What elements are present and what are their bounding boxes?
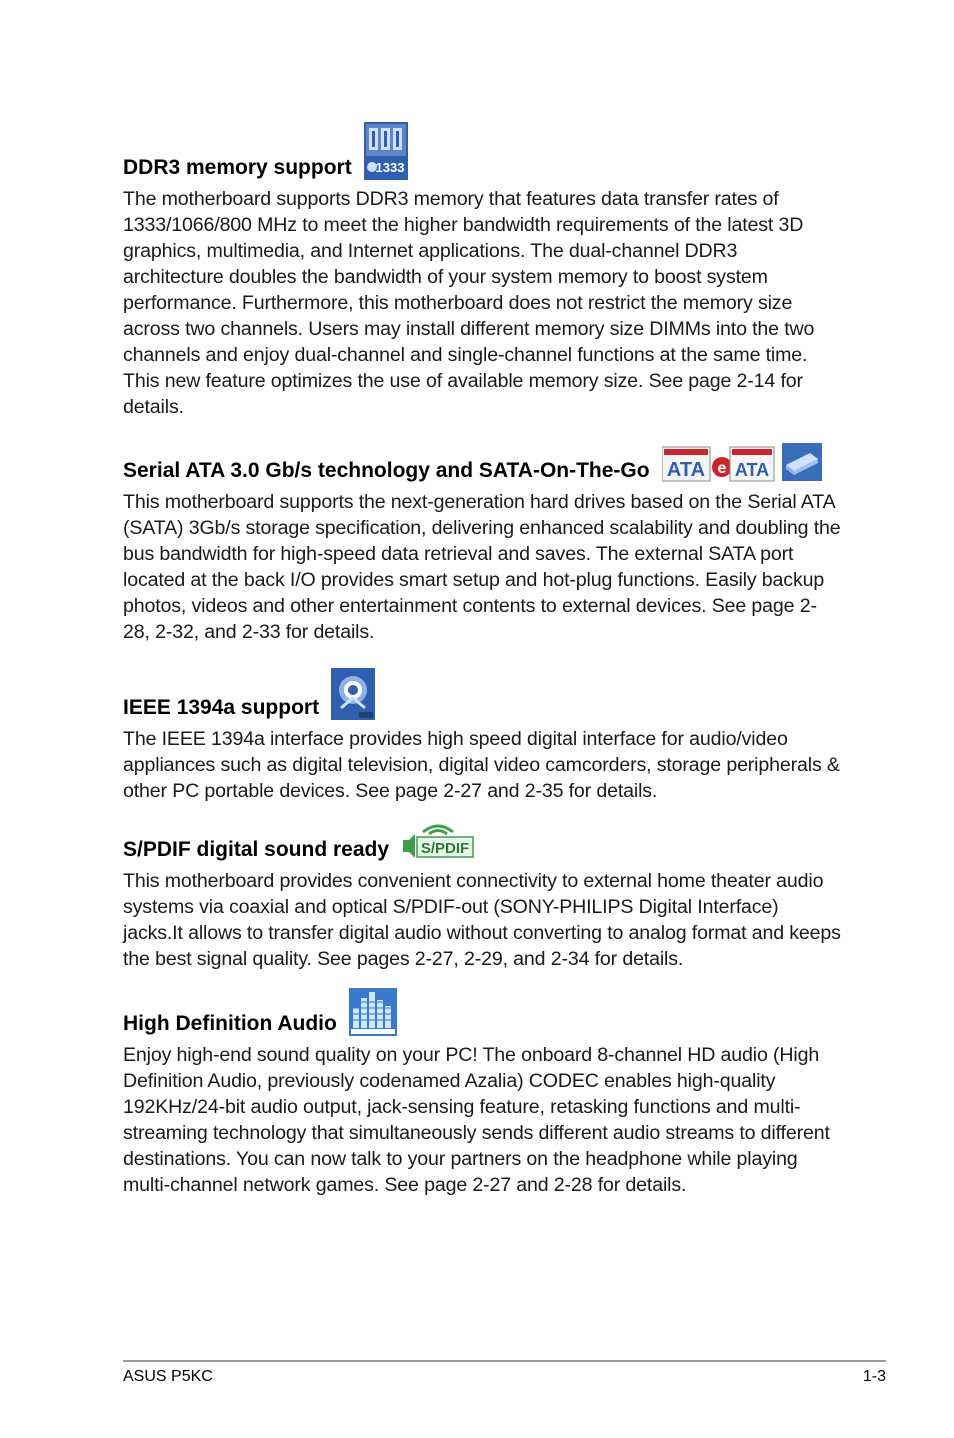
section-title: S/PDIF digital sound ready: [123, 838, 390, 861]
svg-text:S/PDIF: S/PDIF: [420, 840, 470, 857]
section-heading: [123, 988, 843, 1036]
section-title: Serial ATA 3.0 Gb/s technology and SATA-On-The-Go: [123, 459, 650, 482]
section-ddr3: [123, 122, 843, 420]
badge-text: 1333: [375, 160, 405, 175]
svg-text:ATA: ATA: [666, 459, 705, 481]
section-spdif: [123, 820, 843, 972]
section-heading: [123, 820, 843, 862]
ddr3-1333-logo-icon: [364, 122, 408, 180]
section-body: The IEEE 1394a interface provides high speed digital interface for audio/video appliances such as digital television, digital video camcorders, storage peripherals & other PC portable devices. See page 2-27 and 2-35 for details.: [123, 728, 840, 802]
serial-ata-esata-logos-icon: [662, 443, 822, 483]
section-ieee1394a: [123, 668, 843, 804]
section-heading: [123, 443, 843, 483]
section-body: This motherboard provides convenient connectivity to external home theater audio systems via coaxial and optical S/PDIF-out (SONY-PHILIPS Digital Interface) jacks.It allows to transfer digital audio without converting to analog format and keeps the best signal quality. See pages 2-27, 2-29, and 2-34 for details.: [123, 870, 841, 970]
section-title: DDR3 memory support: [123, 156, 352, 179]
section-sata: [123, 443, 843, 645]
section-hd-audio: [123, 988, 843, 1198]
section-heading: [123, 668, 843, 720]
svg-text:e: e: [717, 460, 727, 477]
section-body: Enjoy high-end sound quality on your PC! The onboard 8-channel HD audio (High Definition Audio, previously codenamed Azalia) CODEC enables high-quality 192KHz/24-bit audio output, jack-sensing feature, retasking functions and multi-streaming technology that simultaneously sends different audio streams to different destinations. You can now talk to your partners on the headphone while playing multi-channel network games. See page 2-27 and 2-28 for details.: [123, 1044, 830, 1196]
svg-text:ATA: ATA: [734, 460, 769, 480]
section-title: High Definition Audio: [123, 1012, 337, 1035]
section-title: IEEE 1394a support: [123, 696, 320, 719]
footer-page-number: 1-3: [862, 1368, 886, 1385]
footer-divider: [123, 1360, 886, 1362]
hd-audio-logo-icon: [349, 988, 397, 1036]
section-body: This motherboard supports the next-generation hard drives based on the Serial ATA (SATA) 3Gb/s storage specification, delivering enhanced scalability and doubling the bus bandwidth for high-speed data retrieval and saves. The external SATA port located at the back I/O provides smart setup and hot-plug functions. Easily backup photos, videos and other entertainment contents to external devices. See page 2-28, 2-32, and 2-33 for details.: [123, 491, 841, 643]
section-heading: [123, 122, 843, 180]
footer-product-name: ASUS P5KC: [123, 1368, 213, 1385]
firewire-1394a-logo-icon: [331, 668, 375, 720]
section-body: The motherboard supports DDR3 memory that features data transfer rates of 1333/1066/800 MHz to meet the higher bandwidth requirements of the latest 3D graphics, multimedia, and Internet applications. The dual-channel DDR3 architecture doubles the bandwidth of your system memory to boost system performance. Furthermore, this motherboard does not restrict the memory size across two channels. Users may install different memory size DIMMs into the two channels and enjoy dual-channel and single-channel functions at the same time. This new feature optimizes the use of available memory size. See page 2-14 for details.: [123, 188, 815, 418]
spdif-logo-icon: [401, 820, 475, 862]
